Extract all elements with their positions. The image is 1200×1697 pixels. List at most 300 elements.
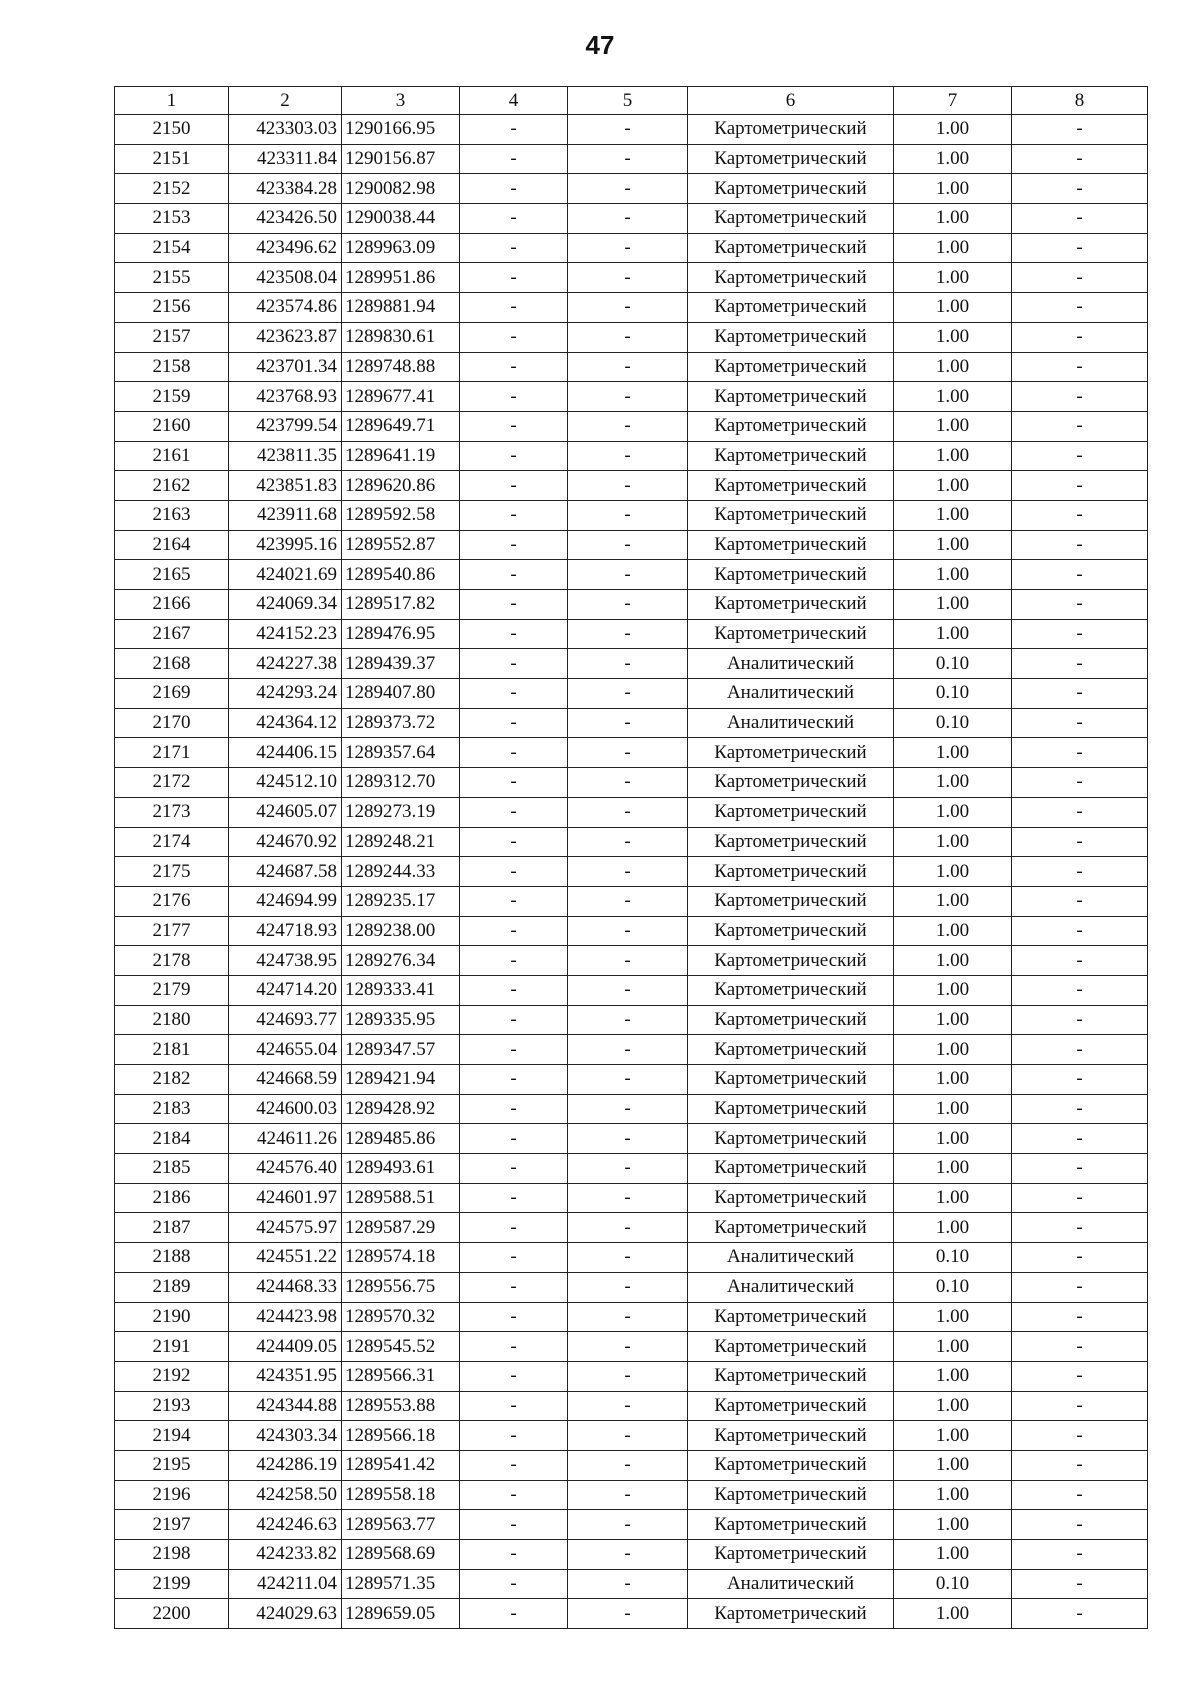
- point-number-cell: 2179: [115, 975, 229, 1005]
- column-4-cell: -: [460, 352, 568, 382]
- point-number-cell: 2191: [115, 1332, 229, 1362]
- column-8-cell: -: [1012, 1302, 1148, 1332]
- column-5-cell: -: [568, 1183, 688, 1213]
- method-cell: Картометрический: [688, 263, 894, 293]
- x-coordinate-cell: 424512.10: [229, 768, 342, 798]
- column-4-cell: -: [460, 768, 568, 798]
- accuracy-cell: 1.00: [894, 352, 1012, 382]
- y-coordinate-cell: 1289659.05: [342, 1599, 460, 1629]
- table-row: [115, 619, 1148, 649]
- x-coordinate-cell: 424293.24: [229, 679, 342, 709]
- table-row: [115, 946, 1148, 976]
- accuracy-cell: 1.00: [894, 1480, 1012, 1510]
- column-8-cell: -: [1012, 530, 1148, 560]
- y-coordinate-cell: 1289428.92: [342, 1094, 460, 1124]
- point-number-cell: 2153: [115, 204, 229, 234]
- column-5-cell: -: [568, 1272, 688, 1302]
- point-number-cell: 2186: [115, 1183, 229, 1213]
- accuracy-cell: 0.10: [894, 649, 1012, 679]
- method-cell: Картометрический: [688, 1361, 894, 1391]
- column-5-cell: -: [568, 916, 688, 946]
- table-row: [115, 1213, 1148, 1243]
- column-5-cell: -: [568, 1421, 688, 1451]
- table-row: [115, 174, 1148, 204]
- accuracy-cell: 1.00: [894, 1391, 1012, 1421]
- table-row: [115, 471, 1148, 501]
- column-5-cell: -: [568, 1510, 688, 1540]
- method-cell: Аналитический: [688, 1569, 894, 1599]
- x-coordinate-cell: 423995.16: [229, 530, 342, 560]
- column-8-cell: -: [1012, 1450, 1148, 1480]
- column-5-cell: -: [568, 144, 688, 174]
- method-cell: Картометрический: [688, 738, 894, 768]
- x-coordinate-cell: 424152.23: [229, 619, 342, 649]
- point-number-cell: 2190: [115, 1302, 229, 1332]
- column-5-cell: -: [568, 1213, 688, 1243]
- x-coordinate-cell: 424303.34: [229, 1421, 342, 1451]
- accuracy-cell: 1.00: [894, 1421, 1012, 1451]
- column-5-cell: -: [568, 352, 688, 382]
- y-coordinate-cell: 1289556.75: [342, 1272, 460, 1302]
- method-cell: Картометрический: [688, 1213, 894, 1243]
- accuracy-cell: 1.00: [894, 619, 1012, 649]
- table-row: [115, 1065, 1148, 1095]
- y-coordinate-cell: 1290156.87: [342, 144, 460, 174]
- accuracy-cell: 1.00: [894, 590, 1012, 620]
- method-cell: Аналитический: [688, 1272, 894, 1302]
- accuracy-cell: 1.00: [894, 471, 1012, 501]
- column-4-cell: -: [460, 1124, 568, 1154]
- point-number-cell: 2155: [115, 263, 229, 293]
- method-cell: Картометрический: [688, 1154, 894, 1184]
- point-number-cell: 2154: [115, 233, 229, 263]
- method-cell: Картометрический: [688, 233, 894, 263]
- x-coordinate-cell: 424601.97: [229, 1183, 342, 1213]
- x-coordinate-cell: 423384.28: [229, 174, 342, 204]
- accuracy-cell: 1.00: [894, 1332, 1012, 1362]
- column-8-cell: -: [1012, 1005, 1148, 1035]
- method-cell: Картометрический: [688, 1391, 894, 1421]
- column-5-cell: -: [568, 174, 688, 204]
- table-row: [115, 322, 1148, 352]
- table-row: [115, 1391, 1148, 1421]
- column-header-1: 1: [115, 87, 229, 115]
- column-4-cell: -: [460, 441, 568, 471]
- x-coordinate-cell: 424344.88: [229, 1391, 342, 1421]
- column-4-cell: -: [460, 1005, 568, 1035]
- column-5-cell: -: [568, 1569, 688, 1599]
- x-coordinate-cell: 424406.15: [229, 738, 342, 768]
- point-number-cell: 2184: [115, 1124, 229, 1154]
- y-coordinate-cell: 1289347.57: [342, 1035, 460, 1065]
- column-4-cell: -: [460, 679, 568, 709]
- column-4-cell: -: [460, 411, 568, 441]
- y-coordinate-cell: 1289238.00: [342, 916, 460, 946]
- column-5-cell: -: [568, 1480, 688, 1510]
- point-number-cell: 2174: [115, 827, 229, 857]
- accuracy-cell: 1.00: [894, 263, 1012, 293]
- x-coordinate-cell: 424069.34: [229, 590, 342, 620]
- accuracy-cell: 1.00: [894, 322, 1012, 352]
- column-4-cell: -: [460, 1272, 568, 1302]
- column-4-cell: -: [460, 975, 568, 1005]
- x-coordinate-cell: 424364.12: [229, 708, 342, 738]
- column-5-cell: -: [568, 649, 688, 679]
- column-8-cell: -: [1012, 560, 1148, 590]
- y-coordinate-cell: 1289566.31: [342, 1361, 460, 1391]
- column-8-cell: -: [1012, 471, 1148, 501]
- x-coordinate-cell: 424021.69: [229, 560, 342, 590]
- column-8-cell: -: [1012, 204, 1148, 234]
- point-number-cell: 2200: [115, 1599, 229, 1629]
- x-coordinate-cell: 424029.63: [229, 1599, 342, 1629]
- y-coordinate-cell: 1289357.64: [342, 738, 460, 768]
- column-5-cell: -: [568, 679, 688, 709]
- y-coordinate-cell: 1289552.87: [342, 530, 460, 560]
- table-row: [115, 1154, 1148, 1184]
- column-8-cell: -: [1012, 975, 1148, 1005]
- column-4-cell: -: [460, 649, 568, 679]
- column-8-cell: -: [1012, 827, 1148, 857]
- column-8-cell: -: [1012, 768, 1148, 798]
- y-coordinate-cell: 1289517.82: [342, 590, 460, 620]
- column-5-cell: -: [568, 293, 688, 323]
- table-row: [115, 827, 1148, 857]
- y-coordinate-cell: 1289244.33: [342, 857, 460, 887]
- method-cell: Аналитический: [688, 1243, 894, 1273]
- point-number-cell: 2193: [115, 1391, 229, 1421]
- x-coordinate-cell: 423768.93: [229, 382, 342, 412]
- point-number-cell: 2182: [115, 1065, 229, 1095]
- x-coordinate-cell: 424468.33: [229, 1272, 342, 1302]
- accuracy-cell: 1.00: [894, 886, 1012, 916]
- point-number-cell: 2185: [115, 1154, 229, 1184]
- accuracy-cell: 1.00: [894, 1599, 1012, 1629]
- y-coordinate-cell: 1289439.37: [342, 649, 460, 679]
- point-number-cell: 2188: [115, 1243, 229, 1273]
- method-cell: Картометрический: [688, 1421, 894, 1451]
- table-row: [115, 708, 1148, 738]
- y-coordinate-cell: 1289248.21: [342, 827, 460, 857]
- column-4-cell: -: [460, 1480, 568, 1510]
- column-8-cell: -: [1012, 738, 1148, 768]
- accuracy-cell: 1.00: [894, 115, 1012, 145]
- page-number: 47: [585, 30, 615, 60]
- column-8-cell: -: [1012, 1154, 1148, 1184]
- x-coordinate-cell: 424551.22: [229, 1243, 342, 1273]
- y-coordinate-cell: 1289235.17: [342, 886, 460, 916]
- column-header-5: 5: [568, 87, 688, 115]
- method-cell: Картометрический: [688, 886, 894, 916]
- y-coordinate-cell: 1289373.72: [342, 708, 460, 738]
- x-coordinate-cell: 424694.99: [229, 886, 342, 916]
- accuracy-cell: 1.00: [894, 1361, 1012, 1391]
- accuracy-cell: 1.00: [894, 560, 1012, 590]
- column-5-cell: -: [568, 768, 688, 798]
- accuracy-cell: 1.00: [894, 441, 1012, 471]
- x-coordinate-cell: 423508.04: [229, 263, 342, 293]
- column-4-cell: -: [460, 916, 568, 946]
- accuracy-cell: 1.00: [894, 382, 1012, 412]
- column-4-cell: -: [460, 1243, 568, 1273]
- accuracy-cell: 1.00: [894, 1005, 1012, 1035]
- column-8-cell: -: [1012, 1065, 1148, 1095]
- column-4-cell: -: [460, 1450, 568, 1480]
- table-row: [115, 1540, 1148, 1570]
- column-4-cell: -: [460, 174, 568, 204]
- column-4-cell: -: [460, 263, 568, 293]
- x-coordinate-cell: 423811.35: [229, 441, 342, 471]
- column-4-cell: -: [460, 1065, 568, 1095]
- point-number-cell: 2176: [115, 886, 229, 916]
- column-4-cell: -: [460, 1599, 568, 1629]
- x-coordinate-cell: 424423.98: [229, 1302, 342, 1332]
- point-number-cell: 2189: [115, 1272, 229, 1302]
- column-4-cell: -: [460, 560, 568, 590]
- method-cell: Картометрический: [688, 1005, 894, 1035]
- point-number-cell: 2195: [115, 1450, 229, 1480]
- point-number-cell: 2196: [115, 1480, 229, 1510]
- accuracy-cell: 1.00: [894, 1065, 1012, 1095]
- column-4-cell: -: [460, 382, 568, 412]
- accuracy-cell: 1.00: [894, 1094, 1012, 1124]
- method-cell: Картометрический: [688, 441, 894, 471]
- column-5-cell: -: [568, 946, 688, 976]
- y-coordinate-cell: 1290166.95: [342, 115, 460, 145]
- accuracy-cell: 1.00: [894, 500, 1012, 530]
- point-number-cell: 2198: [115, 1540, 229, 1570]
- column-5-cell: -: [568, 1391, 688, 1421]
- method-cell: Аналитический: [688, 708, 894, 738]
- accuracy-cell: 1.00: [894, 1183, 1012, 1213]
- column-8-cell: -: [1012, 293, 1148, 323]
- x-coordinate-cell: 424605.07: [229, 797, 342, 827]
- x-coordinate-cell: 424687.58: [229, 857, 342, 887]
- accuracy-cell: 1.00: [894, 1035, 1012, 1065]
- x-coordinate-cell: 424600.03: [229, 1094, 342, 1124]
- column-5-cell: -: [568, 708, 688, 738]
- column-5-cell: -: [568, 1154, 688, 1184]
- table-row: [115, 1124, 1148, 1154]
- point-number-cell: 2194: [115, 1421, 229, 1451]
- column-5-cell: -: [568, 471, 688, 501]
- column-4-cell: -: [460, 1540, 568, 1570]
- column-8-cell: -: [1012, 263, 1148, 293]
- column-5-cell: -: [568, 530, 688, 560]
- column-5-cell: -: [568, 1005, 688, 1035]
- column-8-cell: -: [1012, 1391, 1148, 1421]
- column-4-cell: -: [460, 1035, 568, 1065]
- method-cell: Картометрический: [688, 115, 894, 145]
- accuracy-cell: 1.00: [894, 411, 1012, 441]
- column-8-cell: -: [1012, 649, 1148, 679]
- column-5-cell: -: [568, 560, 688, 590]
- column-header-4: 4: [460, 87, 568, 115]
- y-coordinate-cell: 1289587.29: [342, 1213, 460, 1243]
- x-coordinate-cell: 423851.83: [229, 471, 342, 501]
- table-header-row: [115, 87, 1148, 115]
- table-row: [115, 382, 1148, 412]
- column-5-cell: -: [568, 857, 688, 887]
- column-4-cell: -: [460, 738, 568, 768]
- column-8-cell: -: [1012, 1510, 1148, 1540]
- method-cell: Картометрический: [688, 590, 894, 620]
- column-4-cell: -: [460, 530, 568, 560]
- point-number-cell: 2180: [115, 1005, 229, 1035]
- column-5-cell: -: [568, 1361, 688, 1391]
- y-coordinate-cell: 1289677.41: [342, 382, 460, 412]
- column-8-cell: -: [1012, 1183, 1148, 1213]
- column-8-cell: -: [1012, 115, 1148, 145]
- table-row: [115, 115, 1148, 145]
- x-coordinate-cell: 424611.26: [229, 1124, 342, 1154]
- accuracy-cell: 1.00: [894, 1302, 1012, 1332]
- x-coordinate-cell: 424227.38: [229, 649, 342, 679]
- table-row: [115, 204, 1148, 234]
- x-coordinate-cell: 424351.95: [229, 1361, 342, 1391]
- point-number-cell: 2177: [115, 916, 229, 946]
- accuracy-cell: 1.00: [894, 857, 1012, 887]
- table-row: [115, 1450, 1148, 1480]
- table-row: [115, 916, 1148, 946]
- point-number-cell: 2168: [115, 649, 229, 679]
- accuracy-cell: 1.00: [894, 530, 1012, 560]
- point-number-cell: 2150: [115, 115, 229, 145]
- method-cell: Картометрический: [688, 827, 894, 857]
- accuracy-cell: 1.00: [894, 738, 1012, 768]
- accuracy-cell: 1.00: [894, 768, 1012, 798]
- point-number-cell: 2159: [115, 382, 229, 412]
- method-cell: Картометрический: [688, 560, 894, 590]
- column-5-cell: -: [568, 1450, 688, 1480]
- column-8-cell: -: [1012, 1035, 1148, 1065]
- y-coordinate-cell: 1289963.09: [342, 233, 460, 263]
- table-row: [115, 649, 1148, 679]
- table-row: [115, 1569, 1148, 1599]
- column-header-2: 2: [229, 87, 342, 115]
- table-row: [115, 1480, 1148, 1510]
- column-header-8: 8: [1012, 87, 1148, 115]
- point-number-cell: 2197: [115, 1510, 229, 1540]
- accuracy-cell: 1.00: [894, 174, 1012, 204]
- table-row: [115, 293, 1148, 323]
- table-row: [115, 975, 1148, 1005]
- y-coordinate-cell: 1289620.86: [342, 471, 460, 501]
- column-8-cell: -: [1012, 1421, 1148, 1451]
- column-8-cell: -: [1012, 797, 1148, 827]
- point-number-cell: 2173: [115, 797, 229, 827]
- y-coordinate-cell: 1289333.41: [342, 975, 460, 1005]
- method-cell: Картометрический: [688, 768, 894, 798]
- method-cell: Аналитический: [688, 679, 894, 709]
- point-number-cell: 2167: [115, 619, 229, 649]
- table-row: [115, 1302, 1148, 1332]
- table-row: [115, 1510, 1148, 1540]
- method-cell: Картометрический: [688, 382, 894, 412]
- x-coordinate-cell: 424286.19: [229, 1450, 342, 1480]
- x-coordinate-cell: 424246.63: [229, 1510, 342, 1540]
- column-8-cell: -: [1012, 322, 1148, 352]
- y-coordinate-cell: 1290082.98: [342, 174, 460, 204]
- y-coordinate-cell: 1289312.70: [342, 768, 460, 798]
- table-row: [115, 679, 1148, 709]
- method-cell: Картометрический: [688, 916, 894, 946]
- column-4-cell: -: [460, 1302, 568, 1332]
- y-coordinate-cell: 1289568.69: [342, 1540, 460, 1570]
- table-row: [115, 1361, 1148, 1391]
- x-coordinate-cell: 424714.20: [229, 975, 342, 1005]
- accuracy-cell: 1.00: [894, 1124, 1012, 1154]
- x-coordinate-cell: 423496.62: [229, 233, 342, 263]
- method-cell: Аналитический: [688, 649, 894, 679]
- x-coordinate-cell: 424258.50: [229, 1480, 342, 1510]
- point-number-cell: 2183: [115, 1094, 229, 1124]
- column-8-cell: -: [1012, 1569, 1148, 1599]
- accuracy-cell: 0.10: [894, 708, 1012, 738]
- column-4-cell: -: [460, 1391, 568, 1421]
- column-5-cell: -: [568, 204, 688, 234]
- point-number-cell: 2162: [115, 471, 229, 501]
- x-coordinate-cell: 423303.03: [229, 115, 342, 145]
- x-coordinate-cell: 423623.87: [229, 322, 342, 352]
- method-cell: Картометрический: [688, 1599, 894, 1629]
- y-coordinate-cell: 1289566.18: [342, 1421, 460, 1451]
- accuracy-cell: 1.00: [894, 827, 1012, 857]
- table-row: [115, 1094, 1148, 1124]
- column-5-cell: -: [568, 1094, 688, 1124]
- column-8-cell: -: [1012, 1124, 1148, 1154]
- column-5-cell: -: [568, 1540, 688, 1570]
- column-8-cell: -: [1012, 500, 1148, 530]
- column-4-cell: -: [460, 1213, 568, 1243]
- x-coordinate-cell: 424693.77: [229, 1005, 342, 1035]
- y-coordinate-cell: 1289574.18: [342, 1243, 460, 1273]
- point-number-cell: 2199: [115, 1569, 229, 1599]
- y-coordinate-cell: 1289335.95: [342, 1005, 460, 1035]
- column-8-cell: -: [1012, 1213, 1148, 1243]
- method-cell: Картометрический: [688, 471, 894, 501]
- column-8-cell: -: [1012, 174, 1148, 204]
- y-coordinate-cell: 1289545.52: [342, 1332, 460, 1362]
- column-4-cell: -: [460, 471, 568, 501]
- y-coordinate-cell: 1289541.42: [342, 1450, 460, 1480]
- column-4-cell: -: [460, 797, 568, 827]
- column-4-cell: -: [460, 500, 568, 530]
- point-number-cell: 2163: [115, 500, 229, 530]
- column-5-cell: -: [568, 500, 688, 530]
- accuracy-cell: 0.10: [894, 1272, 1012, 1302]
- column-8-cell: -: [1012, 590, 1148, 620]
- point-number-cell: 2152: [115, 174, 229, 204]
- table-row: [115, 1183, 1148, 1213]
- column-8-cell: -: [1012, 441, 1148, 471]
- column-8-cell: -: [1012, 233, 1148, 263]
- method-cell: Картометрический: [688, 530, 894, 560]
- accuracy-cell: 1.00: [894, 1154, 1012, 1184]
- column-4-cell: -: [460, 322, 568, 352]
- column-8-cell: -: [1012, 857, 1148, 887]
- method-cell: Картометрический: [688, 411, 894, 441]
- y-coordinate-cell: 1289493.61: [342, 1154, 460, 1184]
- point-number-cell: 2169: [115, 679, 229, 709]
- method-cell: Картометрический: [688, 352, 894, 382]
- accuracy-cell: 1.00: [894, 797, 1012, 827]
- table-row: [115, 857, 1148, 887]
- column-8-cell: -: [1012, 1599, 1148, 1629]
- y-coordinate-cell: 1289592.58: [342, 500, 460, 530]
- method-cell: Картометрический: [688, 975, 894, 1005]
- column-4-cell: -: [460, 886, 568, 916]
